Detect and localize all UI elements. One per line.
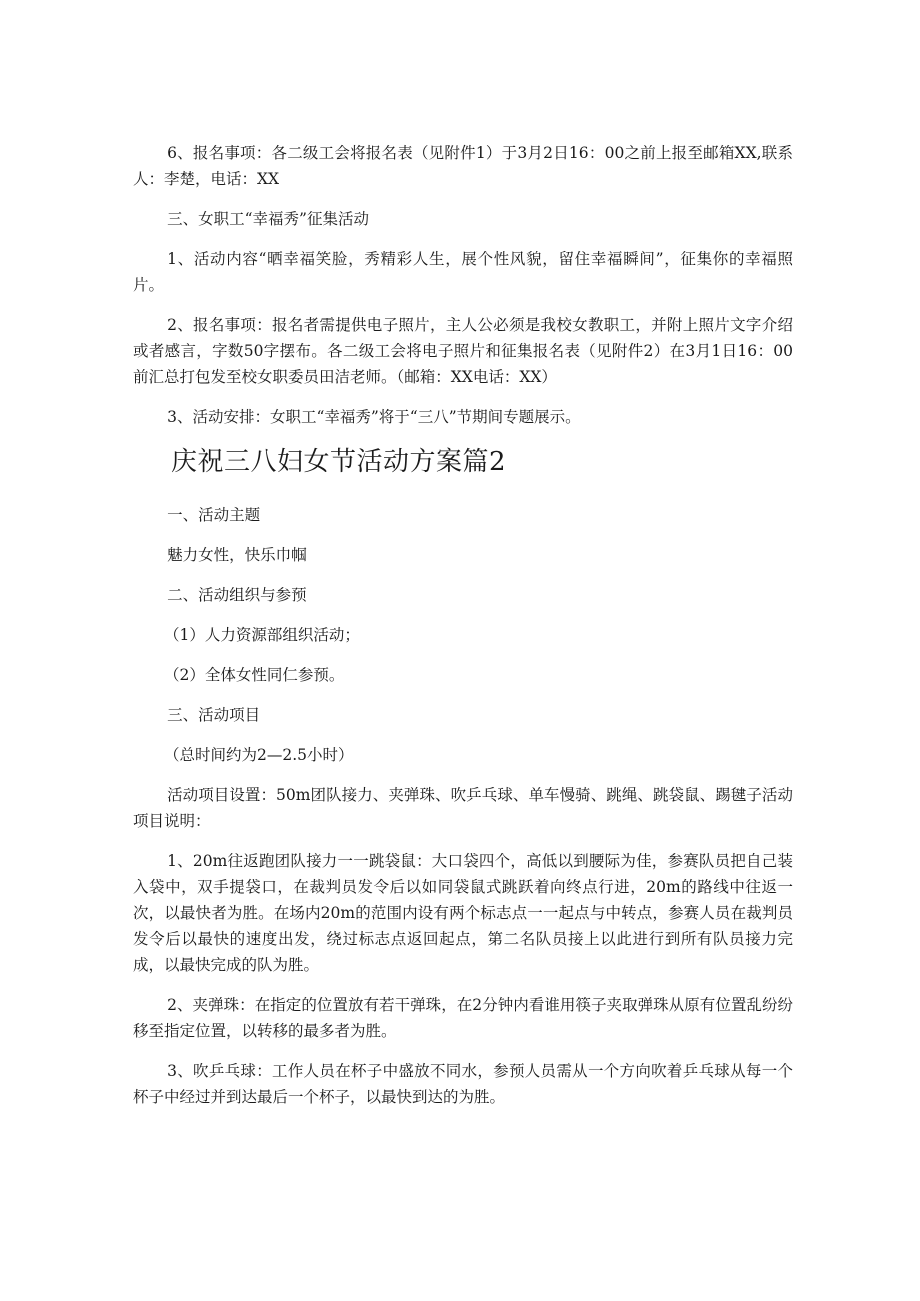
section-title-happiness-show: 三、女职工“幸福秀”征集活动 [167, 210, 369, 228]
paragraph-activity-arrangement: 3、活动安排：女职工“幸福秀”将于“三八”节期间专题展示。 [167, 408, 581, 426]
paragraph-activity-content: 1、活动内容“晒幸福笑脸，秀精彩人生，展个性风貌，留住幸福瞬间”，征集你的幸福照片。 [133, 250, 793, 294]
organization-item-1: （1）人力资源部组织活动； [164, 626, 360, 644]
section-title-items: 三、活动项目 [167, 706, 261, 724]
organization-item-2: （2）全体女性同仁参预。 [164, 666, 345, 684]
items-setup: 活动项目设置：50m团队接力、夹弹珠、吹乒乓球、单车慢骑、跳绳、跳袋鼠、踢毽子活动项目说明： [133, 786, 793, 830]
paragraph-registration-6: 6、报名事项：各二级工会将报名表（见附件1）于3月2日16：00之前上报至邮箱XX,联系人：李楚，电话：XX [133, 144, 793, 188]
section-title-organization: 二、活动组织与参预 [167, 586, 307, 604]
section-title-theme: 一、活动主题 [167, 506, 261, 524]
item-detail-marbles: 2、夹弹珠：在指定的位置放有若干弹珠，在2分钟内看谁用筷子夹取弹珠从原有位置乱纷纷移至指定位置，以转移的最多者为胜。 [133, 996, 793, 1040]
items-duration: （总时间约为2—2.5小时） [164, 746, 354, 764]
document-body [133, 140, 793, 1124]
paragraph-registration-photo: 2、报名事项：报名者需提供电子照片，主人公必须是我校女教职工，并附上照片文字介绍或者感言，字数50字摆布。各二级工会将电子照片和征集报名表（见附件2）在3月1日16：00前汇总打包发至校女职委员田洁老师。（邮箱：XX电话：XX） [133, 316, 793, 386]
theme-text: 魅力女性，快乐巾帼 [167, 546, 307, 564]
item-detail-relay: 1、20m往返跑团队接力一一跳袋鼠：大口袋四个，高低以到腰际为佳，参赛队员把自己装入袋中，双手提袋口，在裁判员发令后以如同袋鼠式跳跃着向终点行进，20m的路线中往返一次，以最快者为胜。在场内20m的范围内设有两个标志点一一起点与中转点，参赛人员在裁判员发令后以最快的速度出发，绕过标志点返回起点，第二名队员接上以此进行到所有队员接力完成，以最快完成的队为胜。 [133, 852, 793, 974]
item-detail-ping-pong: 3、吹乒乓球：工作人员在杯子中盛放不同水，参预人员需从一个方向吹着乒乓球从每一个杯子中经过并到达最后一个杯子，以最快到达的为胜。 [133, 1062, 793, 1106]
document-heading: 庆祝三八妇女节活动方案篇2 [171, 447, 507, 477]
